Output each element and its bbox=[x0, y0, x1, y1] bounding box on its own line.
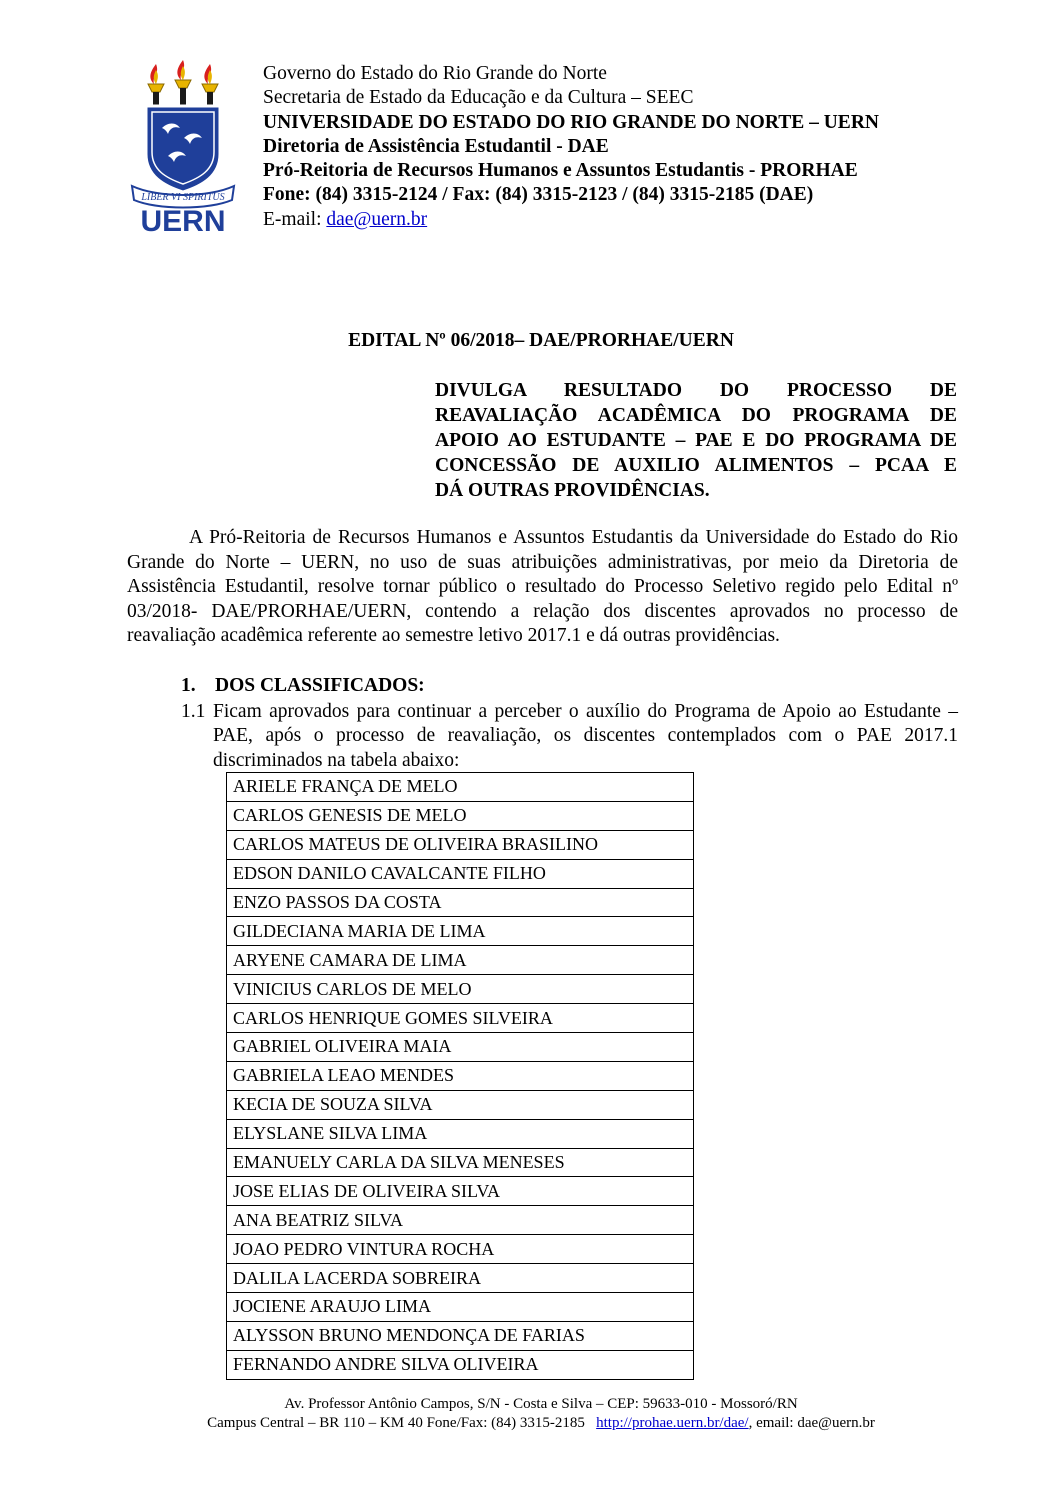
table-row bbox=[227, 1119, 694, 1148]
footer-email: , email: dae@uern.br bbox=[748, 1415, 875, 1431]
table-row bbox=[227, 1148, 694, 1177]
section-number: 1. bbox=[181, 675, 196, 696]
footer-address: Av. Professor Antônio Campos, S/N - Costa e Silva – CEP: 59633-010 - Mossoró/RN bbox=[284, 1396, 798, 1412]
header-line-phone: Fone: (84) 3315-2124 / Fax: (84) 3315-2123 / (84) 3315-2185 (DAE) bbox=[263, 184, 814, 206]
student-name-cell: VINICIUS CARLOS DE MELO bbox=[227, 975, 694, 1004]
student-name-cell: ANA BEATRIZ SILVA bbox=[227, 1206, 694, 1235]
student-name-cell: CARLOS GENESIS DE MELO bbox=[227, 801, 694, 830]
table-row bbox=[227, 1350, 694, 1379]
student-name-cell: GABRIELA LEAO MENDES bbox=[227, 1061, 694, 1090]
table-row bbox=[227, 888, 694, 917]
table-row bbox=[227, 1293, 694, 1322]
sub-item-text: Ficam aprovados para continuar a perceber o auxílio do Programa de Apoio ao Estudante – PAE, após o processo de reavaliação, os discentes contemplados com o PAE 2017.1 discriminados na tabela abaixo: bbox=[213, 701, 958, 771]
ementa-line: REAVALIAÇÃO ACADÊMICA DO PROGRAMA DE bbox=[435, 405, 957, 426]
student-name-cell: JOAO PEDRO VINTURA ROCHA bbox=[227, 1235, 694, 1264]
student-name-cell: GABRIEL OLIVEIRA MAIA bbox=[227, 1033, 694, 1062]
sub-item bbox=[181, 700, 958, 773]
header-block bbox=[263, 62, 879, 232]
approved-students-table bbox=[226, 772, 694, 1380]
student-name-cell: ALYSSON BRUNO MENDONÇA DE FARIAS bbox=[227, 1321, 694, 1350]
table-row bbox=[227, 830, 694, 859]
header-line-university: UNIVERSIDADE DO ESTADO DO RIO GRANDE DO NORTE – UERN bbox=[263, 111, 879, 133]
student-name-cell: GILDECIANA MARIA DE LIMA bbox=[227, 917, 694, 946]
header-line-email bbox=[263, 208, 879, 232]
table-row bbox=[227, 1264, 694, 1293]
ementa-line: DIVULGA RESULTADO DO PROCESSO DE bbox=[435, 380, 957, 401]
logo-motto: LIBER VI SPIRITUS bbox=[141, 192, 225, 203]
header-line-pro-reitoria: Pró-Reitoria de Recursos Humanos e Assuntos Estudantis - PRORHAE bbox=[263, 160, 858, 182]
student-name-cell: JOCIENE ARAUJO LIMA bbox=[227, 1293, 694, 1322]
table-row bbox=[227, 1235, 694, 1264]
student-name-cell: EMANUELY CARLA DA SILVA MENESES bbox=[227, 1148, 694, 1177]
header-line-diretoria: Diretoria de Assistência Estudantil - DAE bbox=[263, 135, 609, 157]
ementa-line: APOIO AO ESTUDANTE – PAE E DO PROGRAMA DE bbox=[435, 430, 957, 451]
edital-ementa bbox=[435, 378, 957, 503]
ementa-line: DÁ OUTRAS PROVIDÊNCIAS. bbox=[435, 480, 710, 501]
table-row bbox=[227, 773, 694, 802]
email-link[interactable]: dae@uern.br bbox=[326, 208, 428, 230]
table-row bbox=[227, 1004, 694, 1033]
student-name-cell: JOSE ELIAS DE OLIVEIRA SILVA bbox=[227, 1177, 694, 1206]
table-row bbox=[227, 1033, 694, 1062]
table-row bbox=[227, 1206, 694, 1235]
ementa-line: CONCESSÃO DE AUXILIO ALIMENTOS – PCAA E bbox=[435, 455, 957, 476]
student-name-cell: CARLOS HENRIQUE GOMES SILVEIRA bbox=[227, 1004, 694, 1033]
footer-contact bbox=[0, 1414, 1058, 1433]
logo-text: UERN bbox=[140, 205, 226, 234]
header-line-government: Governo do Estado do Rio Grande do Norte bbox=[263, 63, 607, 84]
header-line-secretaria: Secretaria de Estado da Educação e da Cultura – SEEC bbox=[263, 87, 694, 109]
sub-item-number: 1.1 bbox=[181, 701, 206, 722]
table-row bbox=[227, 1061, 694, 1090]
table-row bbox=[227, 801, 694, 830]
table-row bbox=[227, 917, 694, 946]
student-name-cell: DALILA LACERDA SOBREIRA bbox=[227, 1264, 694, 1293]
shield-icon bbox=[146, 106, 220, 192]
section-title: DOS CLASSIFICADOS: bbox=[215, 675, 425, 696]
section-heading bbox=[181, 675, 425, 697]
student-name-cell: ARYENE CAMARA DE LIMA bbox=[227, 946, 694, 975]
student-name-cell: FERNANDO ANDRE SILVA OLIVEIRA bbox=[227, 1350, 694, 1379]
table-body bbox=[227, 773, 694, 1380]
table-row bbox=[227, 1321, 694, 1350]
student-name-cell: CARLOS MATEUS DE OLIVEIRA BRASILINO bbox=[227, 830, 694, 859]
student-name-cell: EDSON DANILO CAVALCANTE FILHO bbox=[227, 859, 694, 888]
table-row bbox=[227, 859, 694, 888]
footer-url-link[interactable]: http://prohae.uern.br/dae/ bbox=[596, 1415, 749, 1431]
student-name-cell: ELYSLANE SILVA LIMA bbox=[227, 1119, 694, 1148]
page-footer bbox=[0, 1395, 1058, 1433]
edital-title: EDITAL Nº 06/2018– DAE/PRORHAE/UERN bbox=[348, 330, 734, 351]
email-label: E-mail: bbox=[263, 208, 327, 230]
intro-paragraph: A Pró-Reitoria de Recursos Humanos e Assuntos Estudantis da Universidade do Estado do Rio Grande do Norte – UERN, no uso de suas atribuições administrativas, por meio da Diretoria de Assistência Estudantil, resolve tornar público o resultado do Processo Seletivo regido pelo Edital nº 03/2018- DAE/PRORHAE/UERN, contendo a relação dos discentes aprovados no processo de reavaliação acadêmica referente ao semestre letivo 2017.1 e dá outras providências. bbox=[127, 527, 958, 646]
uern-logo bbox=[128, 58, 238, 234]
table-row bbox=[227, 1090, 694, 1119]
student-name-cell: ENZO PASSOS DA COSTA bbox=[227, 888, 694, 917]
student-name-cell: KECIA DE SOUZA SILVA bbox=[227, 1090, 694, 1119]
student-name-cell: ARIELE FRANÇA DE MELO bbox=[227, 773, 694, 802]
footer-campus: Campus Central – BR 110 – KM 40 Fone/Fax: (84) 3315-2185 bbox=[207, 1415, 585, 1431]
table-row bbox=[227, 946, 694, 975]
table-row bbox=[227, 975, 694, 1004]
table-row bbox=[227, 1177, 694, 1206]
